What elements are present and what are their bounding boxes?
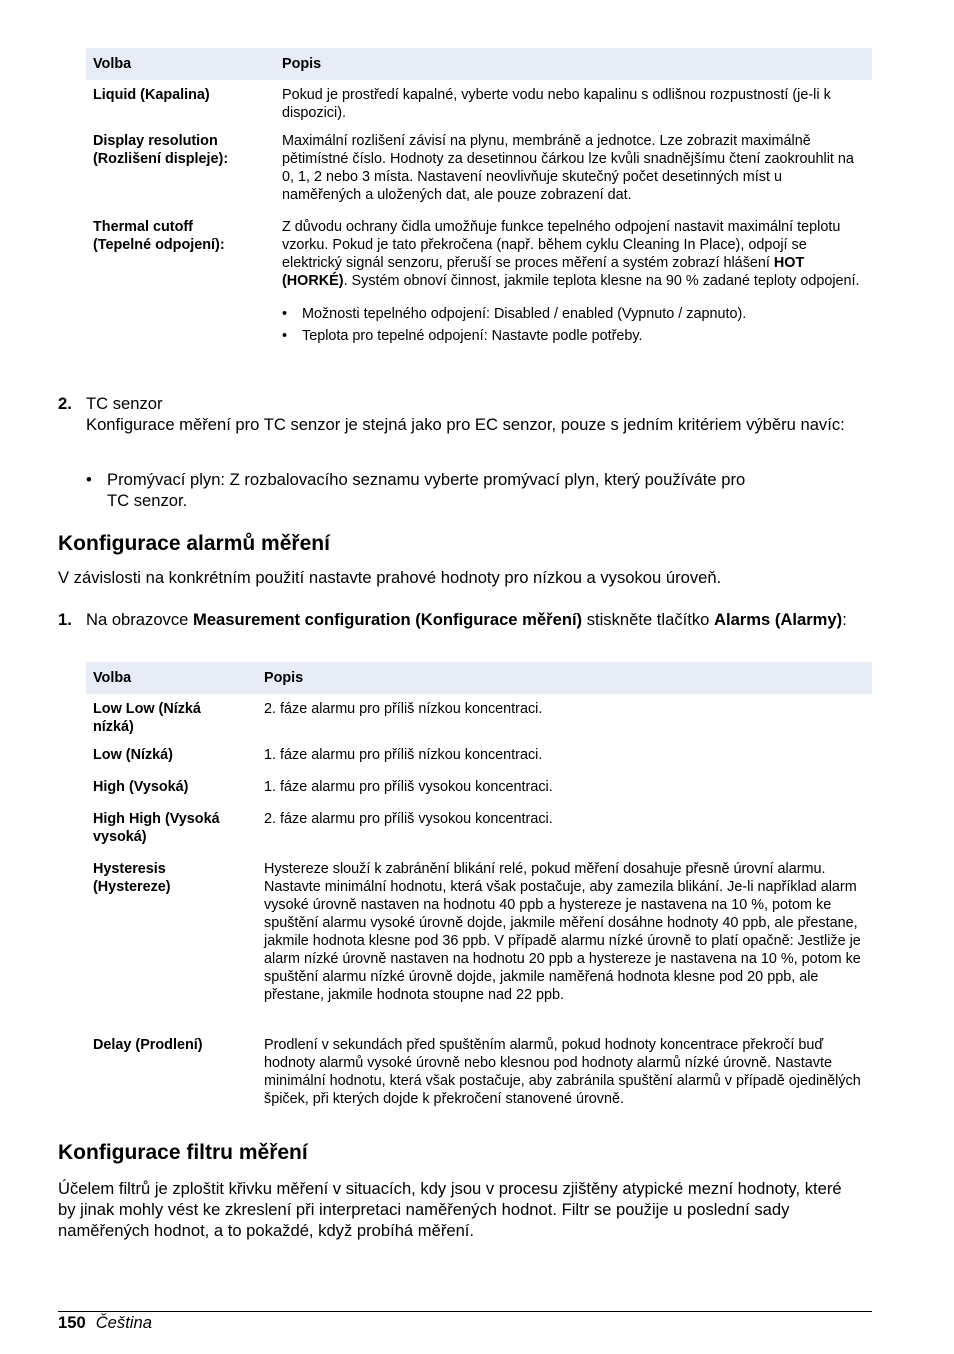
table-row (86, 860, 872, 1036)
step-title: TC senzor (86, 394, 163, 413)
bullet-list (282, 305, 865, 345)
option-description: Prodlení v sekundách před spuštěním alarmů, pokud hodnoty koncentrace překročí buď hodnoty alarmů vysoké úrovně nebo klesnou pod hodnoty alarmů nízké úrovně. Nastavte minimální hodnotu, která však postačuje, aby zabránila spuštění alarmů v případě ojedinělých špiček, při kterých dojde k překročení stanovené úrovně. (264, 1037, 861, 1107)
table-row (86, 218, 872, 345)
footer-divider (58, 1311, 872, 1312)
option-name-line: (Hystereze) (93, 879, 171, 895)
option-name-line: vysoká) (93, 829, 147, 845)
bullet-glyph: • (86, 470, 92, 489)
table-row (86, 80, 872, 132)
option-name-line: High High (Vysoká (93, 811, 220, 827)
option-name: High (Vysoká) (93, 779, 189, 795)
section-text: Účelem filtrů je zploštit křivku měření v situacích, kdy jsou v procesu zjištěny atypické mezní hodnoty, které by jinak mohly vést ke zkreslení při interpretaci naměřených hodnot. Filtr se použije u poslední sady naměřených hodnot, a to pokaždé, když probíhá měření. (58, 1179, 842, 1240)
column-header-option: Volba (86, 48, 275, 80)
option-name-line: Thermal cutoff (93, 219, 193, 235)
option-description (275, 218, 872, 345)
table-row (86, 810, 872, 860)
page-number: 150 (58, 1313, 86, 1332)
option-name-line: Display resolution (93, 133, 218, 149)
text-run: Z důvodu ochrany čidla umožňuje funkce tepelného odpojení nastavit maximální teplotu vzorku. Pokud je tato překročena (např. během cyklu Cleaning In Place), odpojí se elektrický signál senzoru, přeruší se proces měření a systém zobrazí hlášení (282, 219, 841, 271)
footer-language: Čeština (95, 1313, 152, 1332)
table-row (86, 746, 872, 778)
option-name: Low (Nízká) (93, 747, 173, 763)
option-name-line: Hysteresis (93, 861, 166, 877)
text-run-bold: HOT (HORKÉ) (282, 255, 805, 289)
option-description: 1. fáze alarmu pro příliš vysokou koncentraci. (264, 779, 553, 795)
option-description: Pokud je prostředí kapalné, vyberte vodu nebo kapalinu s odlišnou rozpustností (je-li k dispozici). (282, 87, 831, 121)
page-footer (58, 1312, 152, 1333)
option-name (86, 694, 257, 746)
bullet-list (86, 469, 866, 511)
text-run: Na obrazovce (86, 610, 193, 629)
table-row (86, 778, 872, 810)
step-number: 1. (58, 610, 72, 629)
text-run-bold: Measurement configuration (Konfigurace měření) (193, 610, 583, 629)
section-heading: Konfigurace filtru měření (58, 1141, 308, 1164)
option-name (86, 810, 257, 860)
text-run: stiskněte tlačítko (582, 610, 714, 629)
section-intro: V závislosti na konkrétním použití nastavte prahové hodnoty pro nízkou a vysokou úroveň. (58, 568, 722, 587)
table-header-row (86, 48, 872, 80)
options-table-alarms (86, 662, 872, 1108)
step-content (86, 609, 872, 630)
option-name (86, 218, 275, 345)
step-content (86, 393, 876, 435)
thermal-cutoff-text (282, 218, 865, 290)
option-name: Delay (Prodlení) (93, 1037, 203, 1053)
text-run: : (842, 610, 847, 629)
table-header-row (86, 662, 872, 694)
option-description: 2. fáze alarmu pro příliš nízkou koncentraci. (264, 701, 543, 717)
option-description: Maximální rozlišení závisí na plynu, membráně a jednotce. Lze zobrazit maximálně pětimístné číslo. Hodnoty za desetinnou čárkou lze kvůli snadnějšímu čtení zaokrouhlit na 0, 1, 2 nebo 3 místa. Nastavení neovlivňuje skutečný počet desetinných míst u naměřených a uložených dat, ale pouze zobrazení dat. (282, 133, 854, 203)
list-item: • Možnosti tepelného odpojení: Disabled / enabled (Vypnuto / zapnuto). (282, 305, 865, 323)
column-header-description: Popis (275, 48, 872, 80)
table-row (86, 1036, 872, 1108)
column-header-option: Volba (86, 662, 257, 694)
column-header-description: Popis (257, 662, 872, 694)
option-name: Liquid (Kapalina) (93, 87, 210, 103)
step-number: 2. (58, 394, 72, 413)
options-table-sensor (86, 48, 872, 345)
list-item-line: Promývací plyn: Z rozbalovacího seznamu vyberte promývací plyn, který používáte pro (107, 470, 746, 489)
text-run: . Systém obnoví činnost, jakmile teplota klesne na 90 % zadané teploty odpojení. (343, 273, 860, 289)
option-description: Hystereze slouží k zabránění blikání relé, pokud měření dosahuje přesně úrovní alarmu. Nastavte minimální hodnotu, která však postačuje, aby zamezila blikání. Je-li například alarm vysoké úrovně nastaven na hodnotu 40 ppb a hystereze je nastavena na 10 %, potom ke spuštění alarmu vysoké úrovně dojde, jakmile měření dosáhne hodnoty 40 ppb, ale přestane, jakmile hodnota klesne pod 36 ppb. V případě alarmu nízké úrovně to platí opačně: Jestliže je alarm nízké úrovně nastaven na hodnotu 20 ppb a hystereze je nastavena na 10 %, potom ke spuštění alarmu nízké úrovně dojde, jakmile naměřená hodnota klesne pod 20 ppb, ale přestane, jakmile hodnota stoupne nad 22 ppb. (264, 861, 861, 1003)
option-name-line: nízká) (93, 719, 134, 735)
list-item: • Teplota pro tepelné odpojení: Nastavte podle potřeby. (282, 327, 865, 345)
section-heading: Konfigurace alarmů měření (58, 532, 330, 555)
list-item (86, 469, 866, 511)
list-item-line: TC senzor. (107, 491, 188, 510)
step-text: Konfigurace měření pro TC senzor je stejná jako pro EC senzor, pouze s jedním kritériem výběru navíc: (86, 415, 845, 434)
option-name-line: Low Low (Nízká (93, 701, 201, 717)
option-name-line: (Tepelné odpojení): (93, 237, 225, 253)
option-description: 2. fáze alarmu pro příliš vysokou koncentraci. (264, 811, 553, 827)
text-run-bold: Alarms (Alarmy) (713, 610, 843, 629)
option-name (86, 132, 275, 218)
table-row (86, 132, 872, 218)
table-row (86, 694, 872, 746)
option-name (86, 860, 257, 1036)
option-name-line: (Rozlišení displeje): (93, 151, 229, 167)
option-description: 1. fáze alarmu pro příliš nízkou koncentraci. (264, 747, 543, 763)
